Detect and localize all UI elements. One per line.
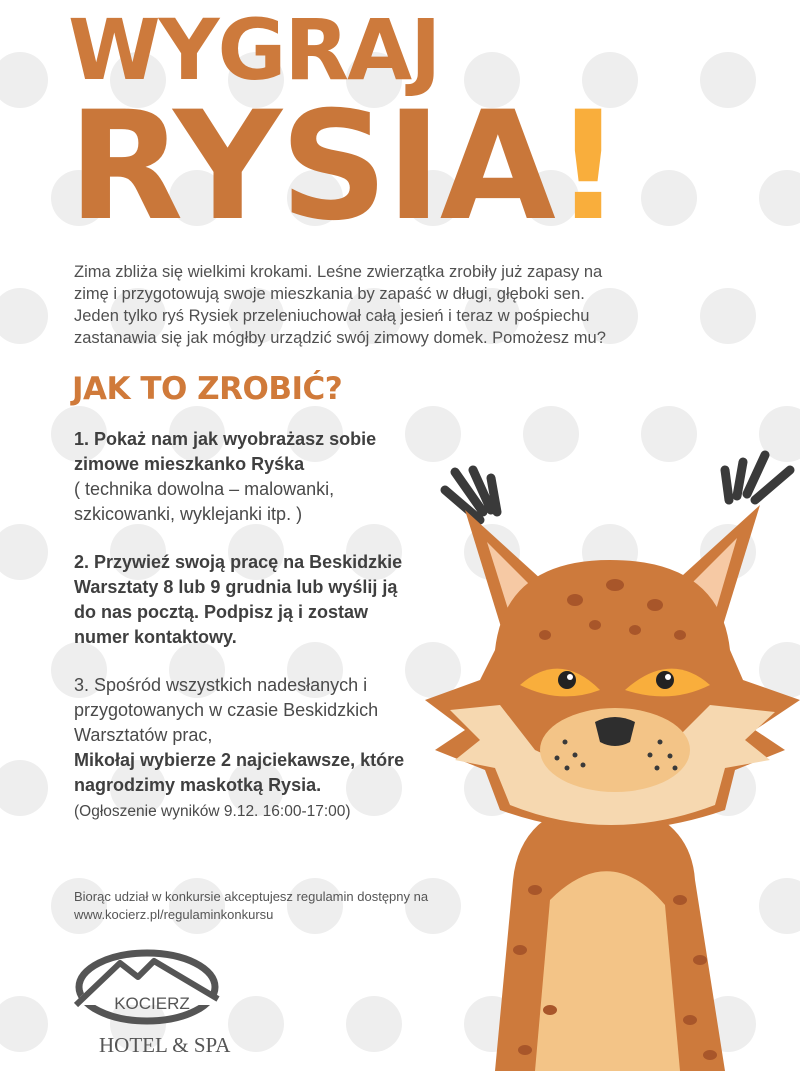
background-dot — [0, 288, 48, 344]
step-1 — [74, 427, 424, 527]
background-dot — [700, 52, 756, 108]
title-rysia: RYSIA — [68, 80, 554, 254]
step-1-bold: 1. Pokaż nam jak wyobrażasz sobie zimowe mieszkanko Ryśka — [74, 429, 377, 474]
background-dot — [700, 288, 756, 344]
step-3 — [74, 673, 424, 824]
logo-name: KOCIERZ — [114, 994, 190, 1013]
step-3-text: 3. Spośród wszystkich nadesłanych i przygotowanych w czasie Beskidzkich Warsztatów prac, — [74, 675, 379, 745]
howto-heading: JAK TO ZROBIĆ? — [72, 371, 343, 407]
title-line-1: WYGRAJ — [68, 1, 440, 99]
background-dot — [759, 170, 800, 226]
background-dot — [346, 996, 402, 1052]
background-dot — [0, 52, 48, 108]
step-3-note: (Ogłoszenie wyników 9.12. 16:00-17:00) — [74, 803, 351, 820]
background-dot — [641, 170, 697, 226]
lynx-illustration — [425, 450, 800, 1071]
step-3-bold: Mikołaj wybierze 2 najciekawsze, które nagrodzimy maskotką Rysia. — [74, 750, 405, 795]
step-2-bold: 2. Przywieź swoją pracę na Beskidzkie Warsztaty 8 lub 9 grudnia lub wyślij ją do nas pocztą. Podpisz ją i zostaw numer kontaktowy. — [74, 552, 403, 647]
rules-note: Biorąc udział w konkursie akceptujesz regulamin dostępny na www.kocierz.pl/regulaminkonkursu — [74, 889, 429, 922]
intro-paragraph: Zima zbliża się wielkimi krokami. Leśne zwierzątka zrobiły już zapasy na zimę i przygotowują swoje mieszkania by zapaść w długi, głęboki sen. Jeden tylko ryś Rysiek przeleniuchował całą jesień i teraz w pośpiechu zastanawia się jak mógłby urządzić swój zimowy domek. Pomożesz mu? — [74, 263, 606, 347]
background-dot — [0, 760, 48, 816]
title-exclamation: ! — [553, 80, 621, 254]
kocierz-logo — [72, 945, 242, 1060]
steps-list — [74, 427, 424, 847]
title-line-2 — [68, 80, 621, 254]
step-1-text: ( technika dowolna – malowanki, szkicowanki, wyklejanki itp. ) — [74, 479, 335, 524]
background-dot — [0, 996, 48, 1052]
logo-sub: HOTEL & SPA — [99, 1033, 231, 1057]
background-dot — [0, 524, 48, 580]
step-2 — [74, 550, 424, 650]
